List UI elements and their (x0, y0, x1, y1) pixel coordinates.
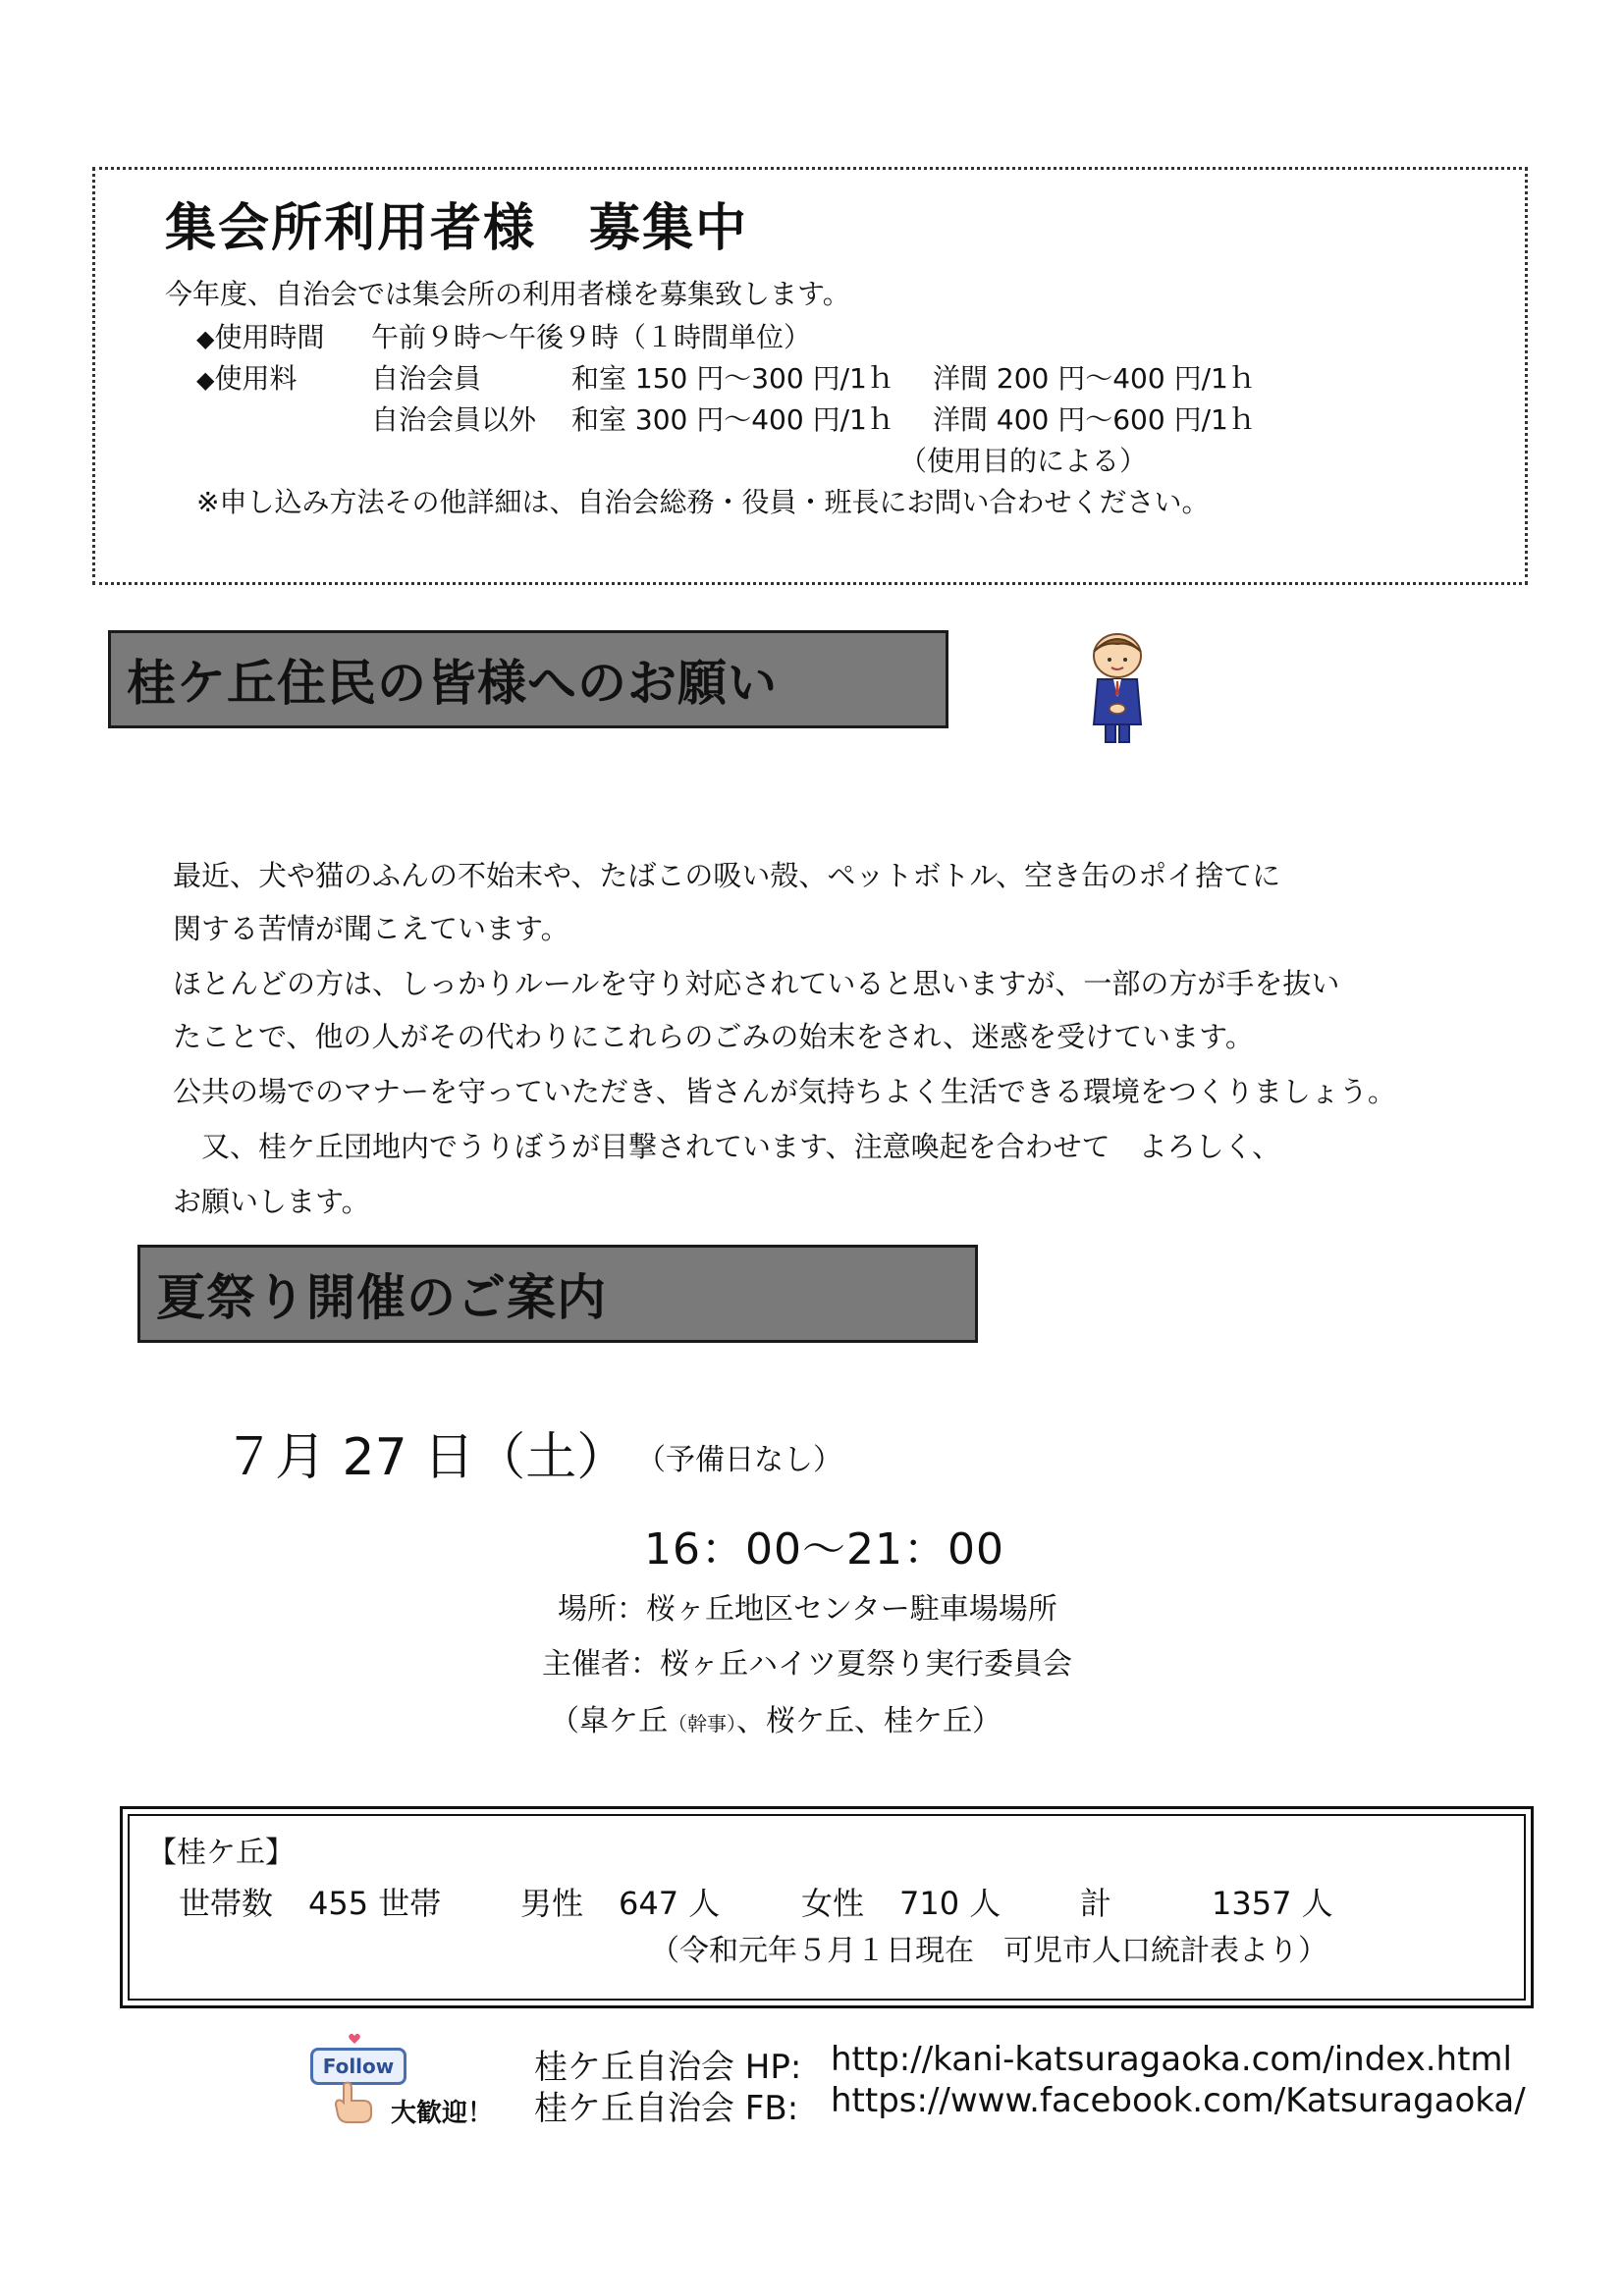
festival-participants (550, 1696, 1001, 1739)
festival-date-note: （予備日なし） (636, 1443, 842, 1477)
time-row (196, 316, 324, 355)
diamond-bullet-icon: ◆ (196, 325, 215, 352)
participants-open: （皐ケ丘 (550, 1704, 668, 1738)
festival-date: ７月 27 日（土） (224, 1428, 628, 1487)
male-label: 男性 (520, 1885, 584, 1922)
hp-url-link[interactable]: http://kani-katsuragaoka.com/index.html (831, 2040, 1512, 2079)
time-label: 使用時間 (214, 321, 325, 353)
purpose-note: （使用目的による） (899, 445, 1148, 477)
members-western-room-fee: 洋間 200 円～400 円/1ｈ (933, 362, 1256, 395)
time-value: 午前９時～午後９時（１時間単位） (371, 321, 812, 353)
male-value: 647 人 (619, 1885, 721, 1922)
households-label: 世帯数 (179, 1885, 274, 1922)
nonmembers-japanese-room-fee: 和室 300 円～400 円/1ｈ (571, 403, 894, 436)
female-value: 710 人 (899, 1885, 1001, 1922)
heart-icon (348, 2032, 361, 2046)
participants-role: （幹事） (668, 1712, 736, 1735)
fee-label: 使用料 (214, 362, 298, 395)
nonmembers-label: 自治会員以外 (371, 403, 537, 436)
recruit-title: 集会所利用者様 募集中 (165, 199, 749, 258)
total-label: 計 (1080, 1885, 1112, 1922)
pointing-hand-icon (332, 2081, 379, 2124)
request-line-5: 公共の場でのマナーを守っていただき、皆さんが気持ちよく生活できる環境をつくりましょう。 (173, 1075, 1396, 1108)
nonmembers-western-room-fee: 洋間 400 円～600 円/1ｈ (933, 403, 1256, 436)
fee-row (196, 357, 297, 397)
follow-badge[interactable]: Follow (310, 2048, 406, 2085)
request-heading: 桂ケ丘住民の皆様へのお願い (108, 630, 948, 728)
request-line-3: ほとんどの方は、しっかりルールを守り対応されていると思いますが、一部の方が手を抜い (173, 967, 1340, 1000)
recruit-intro: 今年度、自治会では集会所の利用者様を募集致します。 (165, 278, 850, 310)
festival-heading: 夏祭り開催のご案内 (137, 1245, 978, 1343)
request-line-1: 最近、犬や猫のふんの不始末や、たばこの吸い殻、ペットボトル、空き缶のポイ捨てに (173, 859, 1281, 892)
fb-label: 桂ケ丘自治会 FB: (534, 2089, 799, 2128)
bowing-person-icon (1076, 630, 1159, 746)
members-label: 自治会員 (371, 362, 482, 395)
contact-note: ※申し込み方法その他詳細は、自治会総務・役員・班長にお問い合わせください。 (196, 486, 1210, 518)
members-japanese-room-fee: 和室 150 円～300 円/1ｈ (571, 362, 894, 395)
request-line-6: 又、桂ケ丘団地内でうりぼうが目撃されています、注意喚起を合わせて よろしく、 (173, 1130, 1281, 1163)
households-value: 455 世帯 (308, 1885, 442, 1922)
request-line-2: 関する苦情が聞こえています。 (173, 912, 569, 945)
population-source-note: （令和元年５月１日現在 可児市人口統計表より） (650, 1934, 1327, 1968)
total-value: 1357 人 (1212, 1885, 1333, 1922)
fb-url-link[interactable]: https://www.facebook.com/Katsuragaoka/ (831, 2081, 1526, 2120)
request-line-7: お願いします。 (173, 1185, 370, 1218)
festival-organizer: 主催者：桜ヶ丘ハイツ夏祭り実行委員会 (542, 1647, 1072, 1682)
festival-time: 16：00～21：00 (644, 1524, 1004, 1575)
welcome-text: 大歓迎！ (391, 2099, 494, 2128)
participants-rest: 、桜ケ丘、桂ケ丘） (736, 1704, 1001, 1738)
diamond-bullet-icon: ◆ (196, 366, 215, 394)
request-line-4: たことで、他の人がその代わりにこれらのごみの始末をされ、迷惑を受けています。 (173, 1020, 1254, 1053)
hp-label: 桂ケ丘自治会 HP: (534, 2048, 802, 2087)
population-area-label: 【桂ケ丘】 (147, 1836, 295, 1870)
festival-place: 場所：桜ヶ丘地区センター駐車場場所 (558, 1592, 1057, 1627)
female-label: 女性 (801, 1885, 865, 1922)
